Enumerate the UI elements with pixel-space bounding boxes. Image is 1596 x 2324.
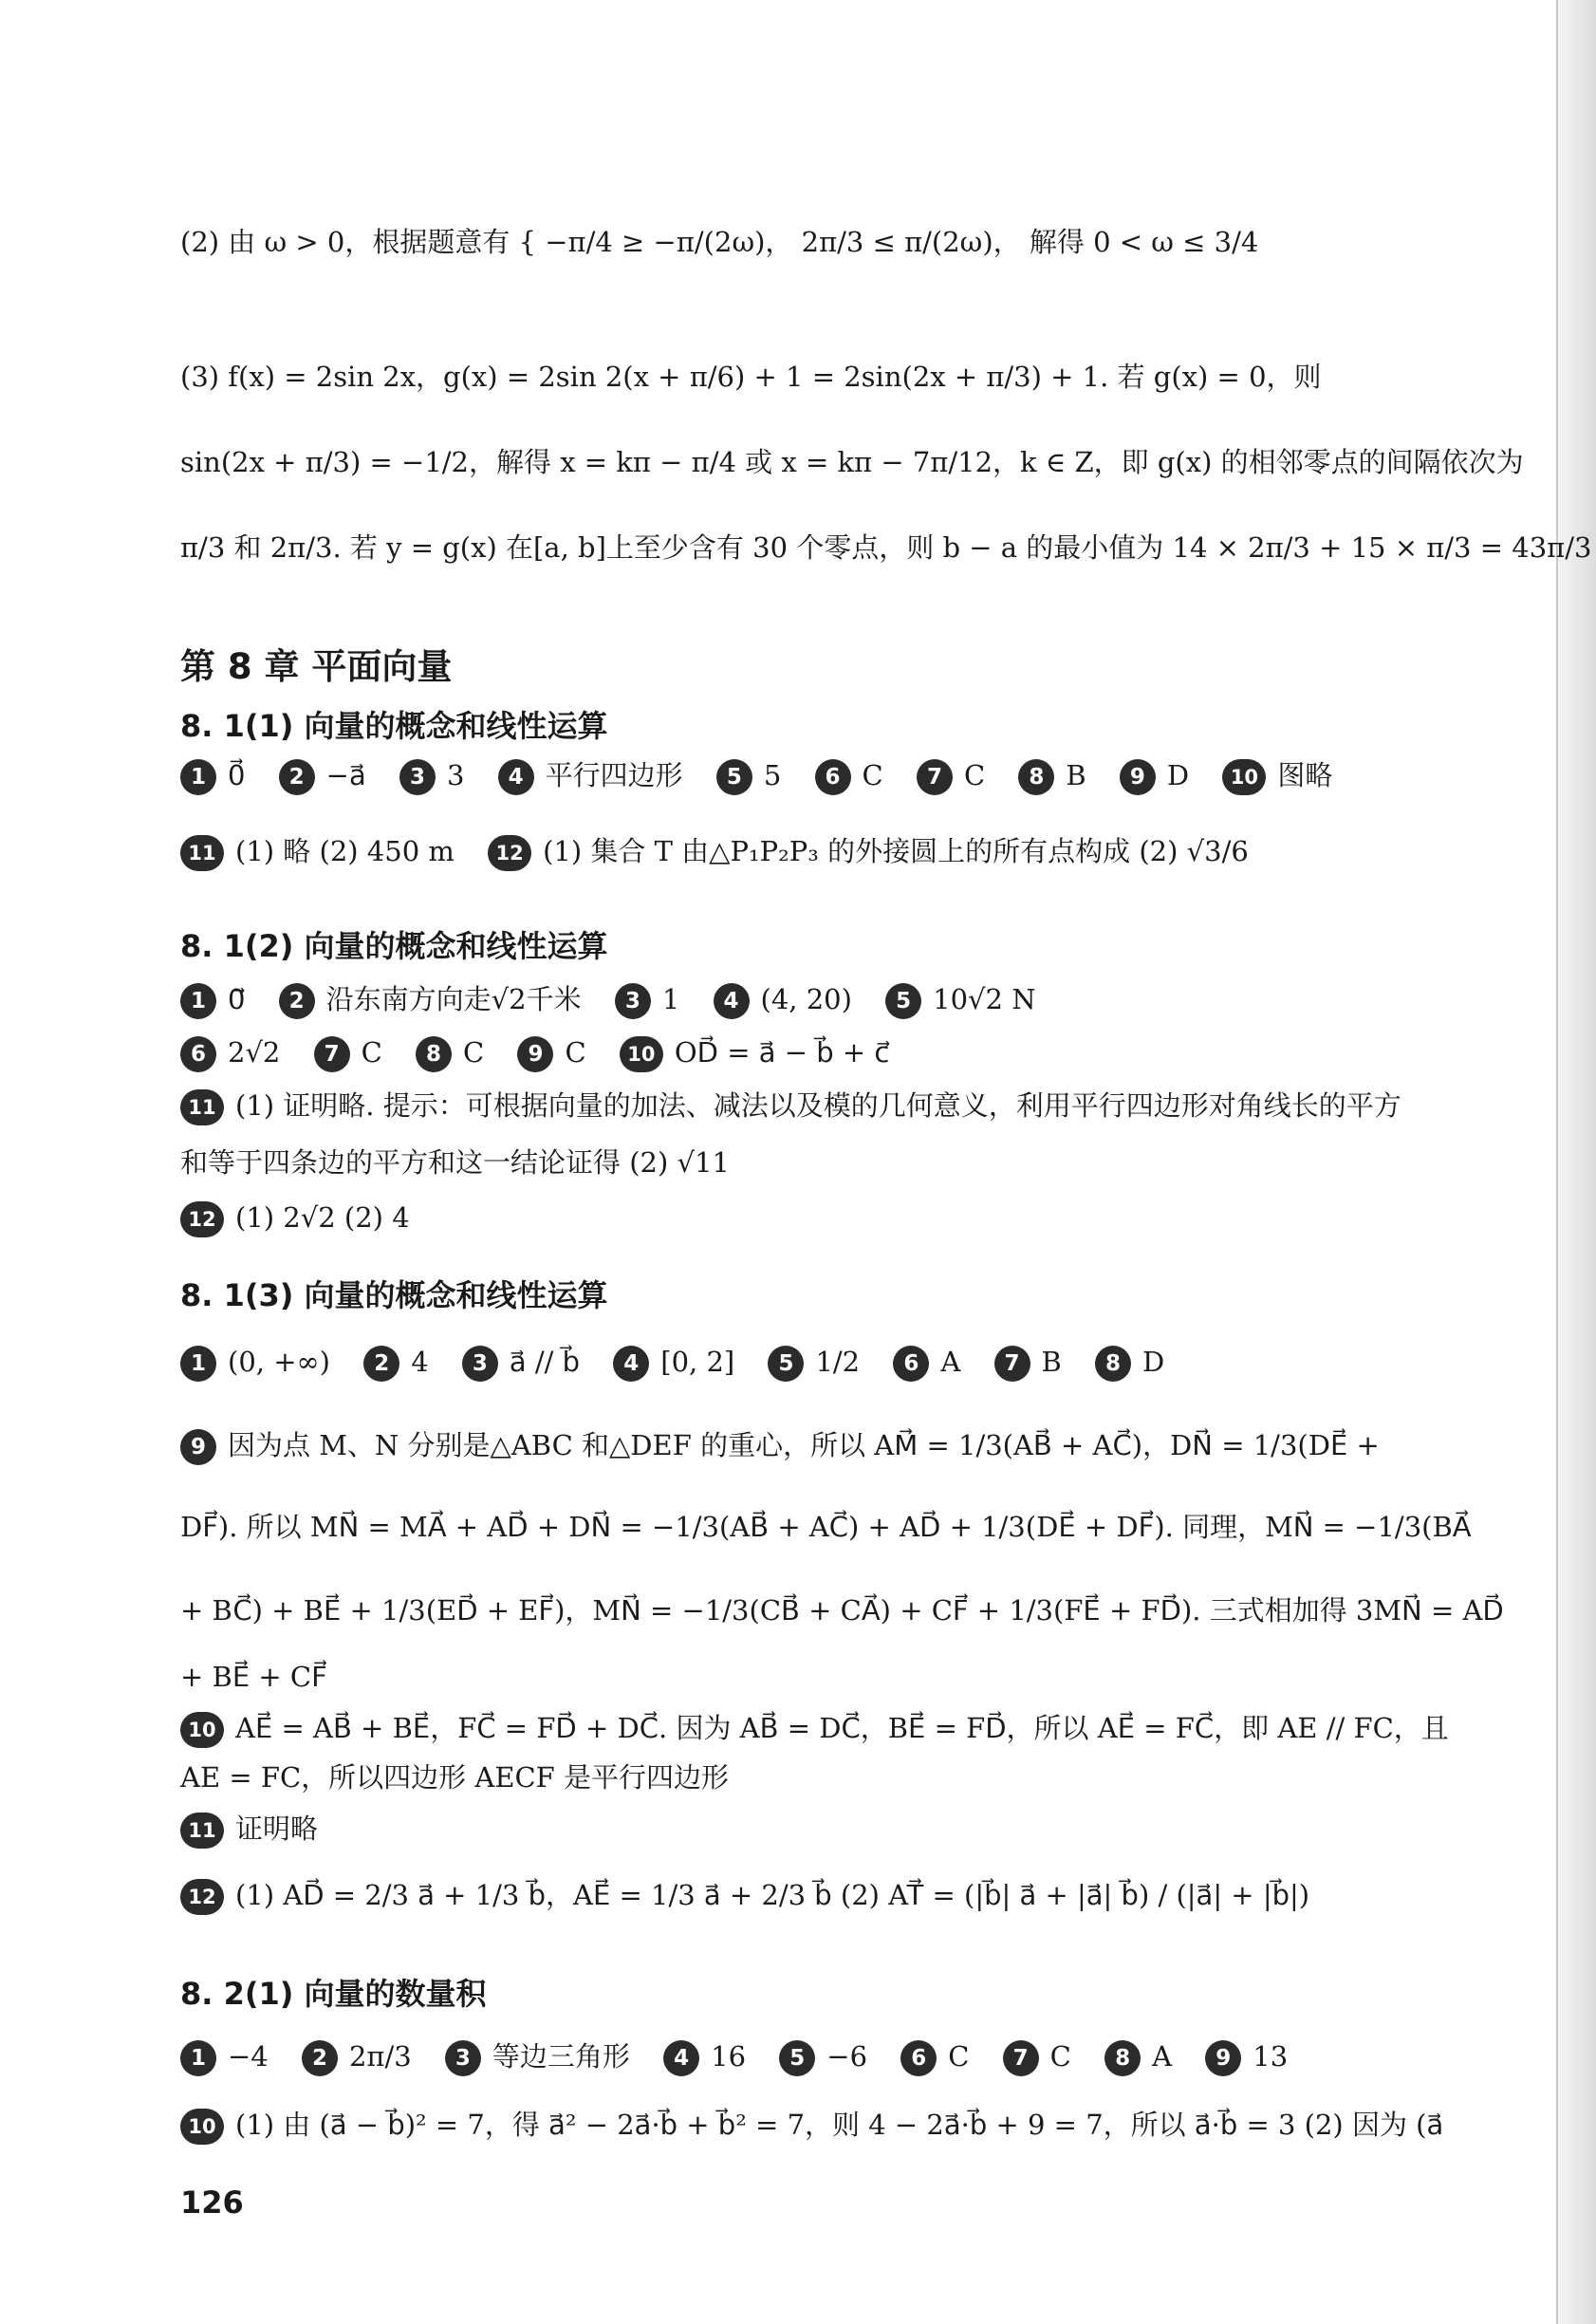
- number-badge: 8: [1104, 2040, 1141, 2076]
- answer-item: [1018, 759, 1086, 791]
- answer-text: (0, +∞): [228, 1346, 330, 1378]
- answer-item: [363, 1346, 428, 1378]
- answer-row: [180, 1036, 914, 1072]
- answer-text: (1) 2√2 (2) 4: [235, 1201, 410, 1234]
- answer-text: A: [940, 1346, 961, 1378]
- answer-item: [279, 983, 582, 1015]
- answer-text: 图略: [1277, 759, 1333, 791]
- page-edge: [1556, 0, 1596, 2324]
- number-badge: 3: [445, 2040, 481, 2076]
- answer-text: C: [948, 2040, 970, 2073]
- number-badge: 3: [615, 983, 651, 1019]
- answer-item: [279, 759, 366, 791]
- number-badge: 1: [180, 2040, 216, 2076]
- number-badge: 1: [180, 983, 216, 1019]
- answer-continuation: 和等于四条边的平方和这一结论证得 (2) √11: [180, 1146, 730, 1179]
- answer-text: B: [1041, 1346, 1062, 1378]
- answer-item: [613, 1346, 734, 1378]
- answer-continuation: + BE⃗ + CF⃗: [180, 1661, 327, 1693]
- number-badge: 10: [180, 1712, 224, 1748]
- answer-item: [302, 2040, 412, 2073]
- number-badge: 7: [314, 1036, 350, 1072]
- page-number: 126: [180, 2185, 244, 2221]
- answer-text: OD⃗ = a⃗ − b⃗ + c⃗: [674, 1036, 890, 1069]
- answer-item: [180, 983, 245, 1015]
- answer-text: −a⃗: [325, 759, 366, 791]
- answer-text: 13: [1253, 2040, 1289, 2073]
- answer-item: [620, 1036, 889, 1069]
- answer-text: −4: [228, 2040, 269, 2073]
- number-badge: 12: [180, 1879, 224, 1915]
- number-badge: 12: [488, 835, 531, 871]
- answer-text: 平行四边形: [545, 759, 683, 791]
- number-badge: 11: [180, 835, 224, 871]
- answer-text: (1) 集合 T 由△P₁P₂P₃ 的外接圆上的所有点构成 (2) √3/6: [543, 835, 1249, 867]
- number-badge: 12: [180, 1201, 224, 1237]
- answer-row: [180, 983, 1061, 1019]
- number-badge: 8: [1095, 1346, 1131, 1382]
- answer-text: (1) 略 (2) 450 m: [235, 835, 455, 867]
- answer-text: 1/2: [815, 1346, 861, 1378]
- answer-row: [180, 2109, 1443, 2145]
- answer-item: [994, 1346, 1062, 1378]
- number-badge: 1: [180, 1346, 216, 1382]
- answer-continuation: + BC⃗) + BE⃗ + 1/3(ED⃗ + EF⃗)，MN⃗ = −1/3(CB⃗ + CA⃗) + CF⃗ + 1/3(FE⃗ + FD⃗). 三式相加得 3MN⃗ = AD⃗: [180, 1594, 1504, 1627]
- answer-row: [180, 1089, 1401, 1125]
- chapter-title: 第 8 章 平面向量: [180, 646, 453, 687]
- answer-item: [1205, 2040, 1288, 2073]
- number-badge: 10: [180, 2109, 224, 2145]
- number-badge: 8: [1018, 759, 1054, 795]
- answer-text: 沿东南方向走√2千米: [325, 983, 582, 1015]
- number-badge: 7: [994, 1346, 1030, 1382]
- number-badge: 5: [716, 759, 752, 795]
- section-title: 8. 1(3) 向量的概念和线性运算: [180, 1277, 608, 1313]
- answer-row: [180, 1346, 1189, 1382]
- answer-item: [416, 1036, 484, 1069]
- answer-item: [180, 2040, 269, 2073]
- answer-text: a⃗ // b⃗: [509, 1346, 581, 1378]
- answer-text: −6: [826, 2040, 868, 2073]
- answer-item: [1104, 2040, 1172, 2073]
- number-badge: 2: [363, 1346, 399, 1382]
- answer-text: (1) 证明略. 提示：可根据向量的加法、减法以及模的几何意义，利用平行四边形对角线长的平方: [235, 1089, 1401, 1122]
- answer-text: 4: [411, 1346, 429, 1378]
- answer-item: [768, 1346, 860, 1378]
- answer-item: [900, 2040, 969, 2073]
- answer-text: D: [1142, 1346, 1165, 1378]
- number-badge: 7: [917, 759, 953, 795]
- answer-text: 16: [711, 2040, 747, 2073]
- answer-item: [1003, 2040, 1071, 2073]
- answer-item: [779, 2040, 867, 2073]
- answer-row: [180, 1712, 1449, 1748]
- answer-item: [893, 1346, 960, 1378]
- answer-row: [180, 2040, 1312, 2076]
- answer-item: [445, 2040, 630, 2073]
- number-badge: 11: [180, 1089, 224, 1125]
- answer-text: B: [1066, 759, 1086, 791]
- number-badge: 4: [498, 759, 534, 795]
- answer-item: [488, 835, 1249, 867]
- answer-row: [180, 1201, 410, 1237]
- section-title: 8. 2(1) 向量的数量积: [180, 1976, 487, 2012]
- answer-text: (4, 20): [760, 983, 852, 1015]
- answer-text: (1) AD⃗ = 2/3 a⃗ + 1/3 b⃗，AE⃗ = 1/3 a⃗ + 2/3 b⃗ (2) AT⃗ = (|b⃗| a⃗ + |a⃗| b⃗) / (|a⃗| + |b⃗|): [235, 1879, 1310, 1911]
- section-title: 8. 1(2) 向量的概念和线性运算: [180, 928, 608, 964]
- number-badge: 6: [180, 1036, 216, 1072]
- solution-line: π/3 和 2π/3. 若 y = g(x) 在[a, b]上至少含有 30 个零点，则 b − a 的最小值为 14 × 2π/3 + 15 × π/3 = 43π/3: [180, 531, 1592, 564]
- answer-row: [180, 1429, 1380, 1465]
- answer-text: (1) 由 (a⃗ − b⃗)² = 7，得 a⃗² − 2a⃗·b⃗ + b⃗² = 7，则 4 − 2a⃗·b⃗ + 9 = 7，所以 a⃗·b⃗ = 3 (2) 因为 (a⃗: [235, 2109, 1444, 2141]
- answer-text: 2√2: [228, 1036, 281, 1069]
- answer-item: [1095, 1346, 1164, 1378]
- number-badge: 7: [1003, 2040, 1039, 2076]
- answer-text: 1: [661, 983, 680, 1015]
- answer-text: A: [1152, 2040, 1173, 2073]
- number-badge: 10: [1222, 759, 1266, 795]
- answer-text: C: [463, 1036, 485, 1069]
- answer-item: [716, 759, 781, 791]
- answer-text: C: [862, 759, 883, 791]
- answer-text: AE⃗ = AB⃗ + BE⃗，FC⃗ = FD⃗ + DC⃗. 因为 AB⃗ = DC⃗，BE⃗ = FD⃗，所以 AE⃗ = FC⃗，即 AE // FC，且: [235, 1712, 1449, 1744]
- answer-text: D: [1166, 759, 1190, 791]
- answer-item: [615, 983, 679, 1015]
- answer-item: [399, 759, 464, 791]
- answer-text: 3: [446, 759, 465, 791]
- answer-item: [885, 983, 1035, 1015]
- answer-text: 等边三角形: [492, 2040, 630, 2073]
- number-badge: 9: [180, 1429, 216, 1465]
- answer-text: 证明略: [235, 1813, 319, 1845]
- number-badge: 6: [815, 759, 851, 795]
- number-badge: 2: [279, 759, 315, 795]
- number-badge: 11: [180, 1813, 224, 1849]
- answer-item: [917, 759, 985, 791]
- solution-part-3: (3) f(x) = 2sin 2x，g(x) = 2sin 2(x + π/6) + 1 = 2sin(2x + π/3) + 1. 若 g(x) = 0，则: [180, 361, 1322, 393]
- answer-item: [462, 1346, 580, 1378]
- number-badge: 9: [1205, 2040, 1241, 2076]
- answer-text: 5: [763, 759, 782, 791]
- number-badge: 8: [416, 1036, 452, 1072]
- number-badge: 4: [613, 1346, 649, 1382]
- answer-row: [180, 759, 1357, 795]
- answer-item: [714, 983, 852, 1015]
- number-badge: 3: [462, 1346, 498, 1382]
- answer-text: C: [1049, 2040, 1071, 2073]
- answer-continuation: DF⃗). 所以 MN⃗ = MA⃗ + AD⃗ + DN⃗ = −1/3(AB⃗ + AC⃗) + AD⃗ + 1/3(DE⃗ + DF⃗). 同理，MN⃗ = −1/3(BA⃗: [180, 1511, 1472, 1543]
- answer-text: 0⃗: [228, 759, 246, 791]
- number-badge: 1: [180, 759, 216, 795]
- answer-text: 2π/3: [348, 2040, 412, 2073]
- number-badge: 4: [663, 2040, 699, 2076]
- number-badge: 2: [279, 983, 315, 1019]
- answer-row: [180, 835, 1273, 871]
- number-badge: 6: [893, 1346, 929, 1382]
- number-badge: 4: [714, 983, 750, 1019]
- solution-part-2: (2) 由 ω > 0，根据题意有 { −π/4 ≥ −π/(2ω)， 2π/3 ≤ π/(2ω)， 解得 0 < ω ≤ 3/4: [180, 226, 1259, 258]
- answer-item: [180, 1346, 330, 1378]
- number-badge: 2: [302, 2040, 338, 2076]
- answer-item: [180, 835, 455, 867]
- answer-text: C: [565, 1036, 586, 1069]
- answer-item: [180, 759, 245, 791]
- answer-text: C: [361, 1036, 382, 1069]
- answer-item: [1120, 759, 1189, 791]
- number-badge: 9: [517, 1036, 553, 1072]
- answer-item: [663, 2040, 746, 2073]
- answer-item: [517, 1036, 585, 1069]
- answer-row: [180, 1813, 318, 1849]
- answer-item: [815, 759, 883, 791]
- number-badge: 10: [620, 1036, 663, 1072]
- number-badge: 3: [399, 759, 436, 795]
- answer-continuation: AE = FC，所以四边形 AECF 是平行四边形: [180, 1761, 730, 1794]
- number-badge: 5: [885, 983, 921, 1019]
- answer-item: [1222, 759, 1332, 791]
- number-badge: 5: [779, 2040, 815, 2076]
- section-title: 8. 1(1) 向量的概念和线性运算: [180, 708, 608, 744]
- number-badge: 5: [768, 1346, 804, 1382]
- answer-text: 因为点 M、N 分别是△ABC 和△DEF 的重心，所以 AM⃗ = 1/3(AB⃗ + AC⃗)，DN⃗ = 1/3(DE⃗ +: [228, 1429, 1380, 1461]
- answer-text: C: [963, 759, 986, 791]
- answer-text: 10√2 N: [933, 983, 1036, 1015]
- answer-item: [180, 1036, 280, 1069]
- solution-line: sin(2x + π/3) = −1/2，解得 x = kπ − π/4 或 x = kπ − 7π/12，k ∈ Z，即 g(x) 的相邻零点的间隔依次为: [180, 446, 1524, 478]
- answer-text: 0⃗: [228, 983, 246, 1015]
- answer-item: [498, 759, 683, 791]
- answer-row: [180, 1879, 1309, 1915]
- answer-item: [314, 1036, 382, 1069]
- number-badge: 9: [1120, 759, 1156, 795]
- number-badge: 6: [900, 2040, 937, 2076]
- answer-text: [0, 2]: [660, 1346, 735, 1378]
